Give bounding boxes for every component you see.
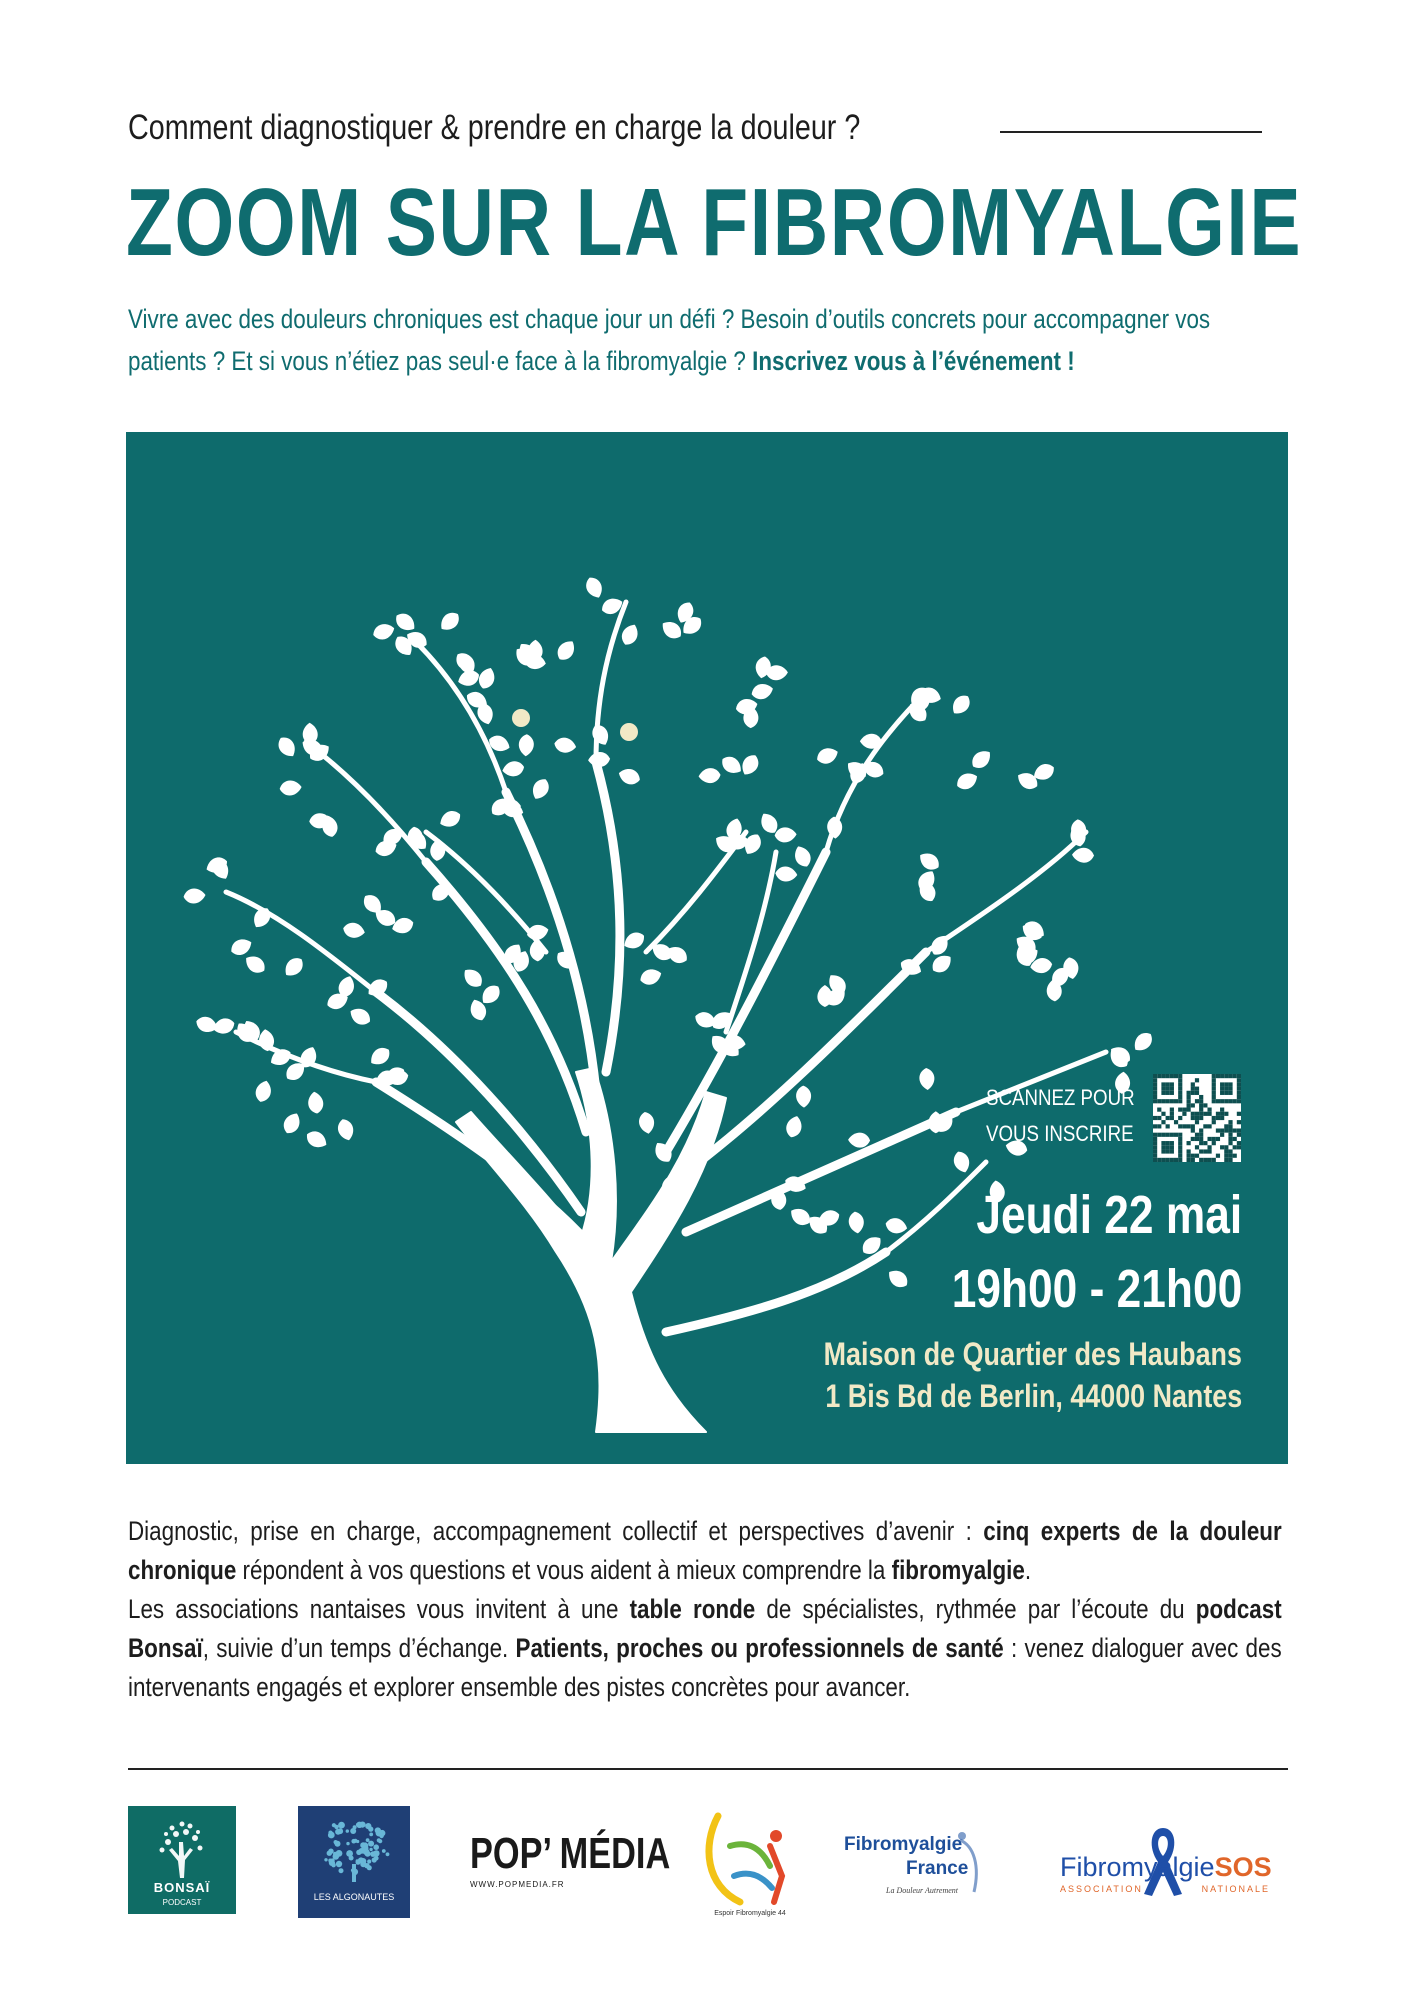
body-emphasis: fibromyalgie bbox=[891, 1555, 1025, 1585]
body-emphasis: Patients, proches ou professionnels de santé bbox=[515, 1633, 1004, 1663]
tree-leaf bbox=[242, 952, 269, 977]
tree-leaf bbox=[814, 745, 840, 767]
body-text: répondent à vos questions et vous aident à mieux comprendre la bbox=[236, 1555, 892, 1585]
subtitle-rule bbox=[1000, 131, 1262, 133]
tree-leaf bbox=[525, 922, 550, 942]
tree-leaf bbox=[848, 1132, 871, 1148]
body-text: , suivie d’un temps d’échange. bbox=[202, 1633, 516, 1663]
tree-leaf bbox=[429, 838, 446, 861]
tree-leaf bbox=[618, 622, 641, 648]
venue-address: 1 Bis Bd de Berlin, 44000 Nantes bbox=[825, 1378, 1242, 1414]
bonsai-logo-sub: PODCAST bbox=[162, 1898, 202, 1907]
event-time: 19h00 - 21h00 bbox=[951, 1259, 1242, 1319]
tree-leaf bbox=[954, 770, 980, 793]
event-date: Jeudi 22 mai bbox=[976, 1185, 1242, 1245]
tree-leaf bbox=[775, 866, 798, 883]
event-hero-panel bbox=[126, 432, 1288, 1464]
fibro-france-tagline: La Douleur Autrement bbox=[886, 1886, 958, 1895]
qr-text-line-2: VOUS INSCRIRE bbox=[986, 1121, 1134, 1146]
tree-leaf bbox=[228, 936, 254, 959]
body-emphasis: table ronde bbox=[629, 1594, 756, 1624]
tree-leaf bbox=[885, 1266, 912, 1291]
tree-leaf bbox=[916, 849, 943, 874]
tree-leaf bbox=[183, 888, 206, 905]
body-text: : venez dialoguer avec des intervenants engagés et explorer ensemble des pistes concrètes pour avancer. bbox=[128, 1633, 1282, 1702]
tree-leaf bbox=[796, 1085, 812, 1108]
bonsai-podcast-logo[interactable] bbox=[128, 1806, 236, 1914]
tree-leaf bbox=[367, 1044, 394, 1069]
tree-leaf bbox=[621, 929, 647, 953]
body-text: de spécialistes, rythmée par l’écoute du bbox=[755, 1594, 1196, 1624]
tree-leaf bbox=[968, 746, 994, 772]
tree-leaf bbox=[280, 1110, 303, 1136]
algonautes-logo-name: LES ALGONAUTES bbox=[313, 1892, 395, 1902]
intro-text: Vivre avec des douleurs chroniques est chaque jour un défi ? Besoin d’outils concrets pour accompagner vos patients ? Et si vous n’étiez pas seul·e face à la fibromyalgie ? bbox=[128, 304, 1211, 376]
tree-leaf bbox=[437, 808, 463, 831]
tree-leaf bbox=[253, 1079, 273, 1104]
tree-leaf bbox=[307, 1091, 325, 1115]
tree-leaf bbox=[774, 827, 797, 843]
intro-paragraph bbox=[128, 298, 1265, 382]
tree-leaf bbox=[637, 1111, 656, 1135]
venue-name: Maison de Quartier des Haubans bbox=[823, 1336, 1242, 1372]
fibromyalgie-sos-logo[interactable] bbox=[1060, 1822, 1290, 1902]
tree-leaf bbox=[194, 1014, 220, 1035]
tree-leaf bbox=[1130, 1029, 1156, 1055]
tree-leaf bbox=[335, 1117, 356, 1142]
bonsai-logo-name: BONSAÏ bbox=[153, 1880, 211, 1895]
tree-leaf bbox=[476, 665, 498, 691]
tree-leaf bbox=[583, 574, 606, 600]
tree-leaf bbox=[750, 681, 775, 701]
tree-leaf bbox=[1072, 847, 1095, 863]
tree-leaf bbox=[919, 1068, 935, 1091]
tree-leaf bbox=[638, 966, 664, 987]
fibro-france-line1: Fibromyalgie bbox=[844, 1834, 963, 1855]
tree-fruit bbox=[620, 723, 638, 741]
body-text: Les associations nantaises vous invitent à une bbox=[128, 1594, 630, 1624]
tree-leaf bbox=[948, 691, 974, 718]
tree-leaf bbox=[518, 734, 534, 757]
fibrosos-sub-a: ASSOCIATION bbox=[1060, 1884, 1143, 1894]
tree-leaf bbox=[529, 776, 553, 802]
figure-icon bbox=[700, 1806, 800, 1910]
fibrosos-name bbox=[1060, 1852, 1272, 1883]
tree-leaf bbox=[951, 1149, 972, 1175]
tree-leaf bbox=[303, 1128, 330, 1152]
tree-leaf bbox=[929, 951, 956, 976]
tree-leaf bbox=[553, 736, 577, 754]
espoir-logo-name: Espoir Fibromyalgie 44 bbox=[714, 1910, 786, 1917]
footer-rule bbox=[128, 1768, 1288, 1770]
tree-leaf bbox=[275, 734, 300, 761]
tree-leaf bbox=[884, 1216, 909, 1236]
description-paragraph bbox=[128, 1512, 1282, 1707]
body-text: . bbox=[1024, 1555, 1032, 1585]
tree-leaf bbox=[791, 843, 814, 869]
page-title: ZOOM SUR LA FIBROMYALGIE bbox=[126, 169, 1303, 276]
fibro-france-line2: France bbox=[906, 1858, 969, 1879]
tree-leaf bbox=[371, 621, 397, 642]
tree-leaf bbox=[347, 1005, 374, 1029]
fibrosos-sub bbox=[1060, 1884, 1270, 1894]
qr-text-line-1: SCANNEZ POUR bbox=[986, 1085, 1135, 1110]
tree-leaf bbox=[718, 753, 745, 778]
tree-leaf bbox=[342, 921, 366, 940]
tree-leaf bbox=[589, 722, 612, 748]
body-emphasis: podcast Bonsaï bbox=[128, 1594, 1282, 1663]
tree-leaf bbox=[501, 760, 525, 779]
tree-leaf bbox=[392, 610, 419, 635]
fibrosos-name-a: Fibromyalgie bbox=[1060, 1852, 1215, 1882]
tree-leaf bbox=[279, 780, 302, 797]
fibrosos-sub-b: NATIONALE bbox=[1201, 1884, 1270, 1894]
tree-leaf bbox=[738, 752, 762, 779]
pop-media-logo[interactable] bbox=[470, 1829, 671, 1902]
fibromyalgie-france-logo[interactable] bbox=[840, 1826, 1000, 1906]
registration-qr-code[interactable] bbox=[1153, 1074, 1241, 1162]
les-algonautes-logo[interactable] bbox=[298, 1806, 410, 1918]
subtitle-question: Comment diagnostiquer & prendre en charge la douleur ? bbox=[128, 108, 861, 147]
tree-leaf bbox=[784, 1114, 804, 1139]
tree-fruit bbox=[512, 709, 530, 727]
tree-leaf bbox=[529, 939, 545, 962]
pop-media-url: WWW.POPMEDIA.FR bbox=[470, 1880, 565, 1889]
espoir-fibromyalgie-44-logo[interactable] bbox=[700, 1806, 800, 1922]
tree-leaf bbox=[554, 637, 579, 664]
tree-leaf bbox=[460, 965, 486, 991]
tree-leaf bbox=[617, 766, 643, 787]
registration-call-to-action[interactable]: Inscrivez vous à l’événement ! bbox=[752, 346, 1075, 376]
tree-leaf bbox=[787, 1204, 814, 1229]
fibrosos-name-b: SOS bbox=[1214, 1852, 1272, 1882]
tree-leaf bbox=[698, 767, 721, 783]
tree-leaf bbox=[281, 954, 307, 980]
tree-leaf bbox=[437, 609, 463, 635]
body-text: Diagnostic, prise en charge, accompagnement collectif et perspectives d’avenir : bbox=[128, 1516, 984, 1546]
tree-leaf bbox=[847, 1211, 865, 1235]
pop-media-name: POP’ MÉDIA bbox=[470, 1829, 671, 1878]
tree-leaf bbox=[588, 751, 611, 767]
body-emphasis: cinq experts de la douleur chronique bbox=[128, 1516, 1282, 1585]
